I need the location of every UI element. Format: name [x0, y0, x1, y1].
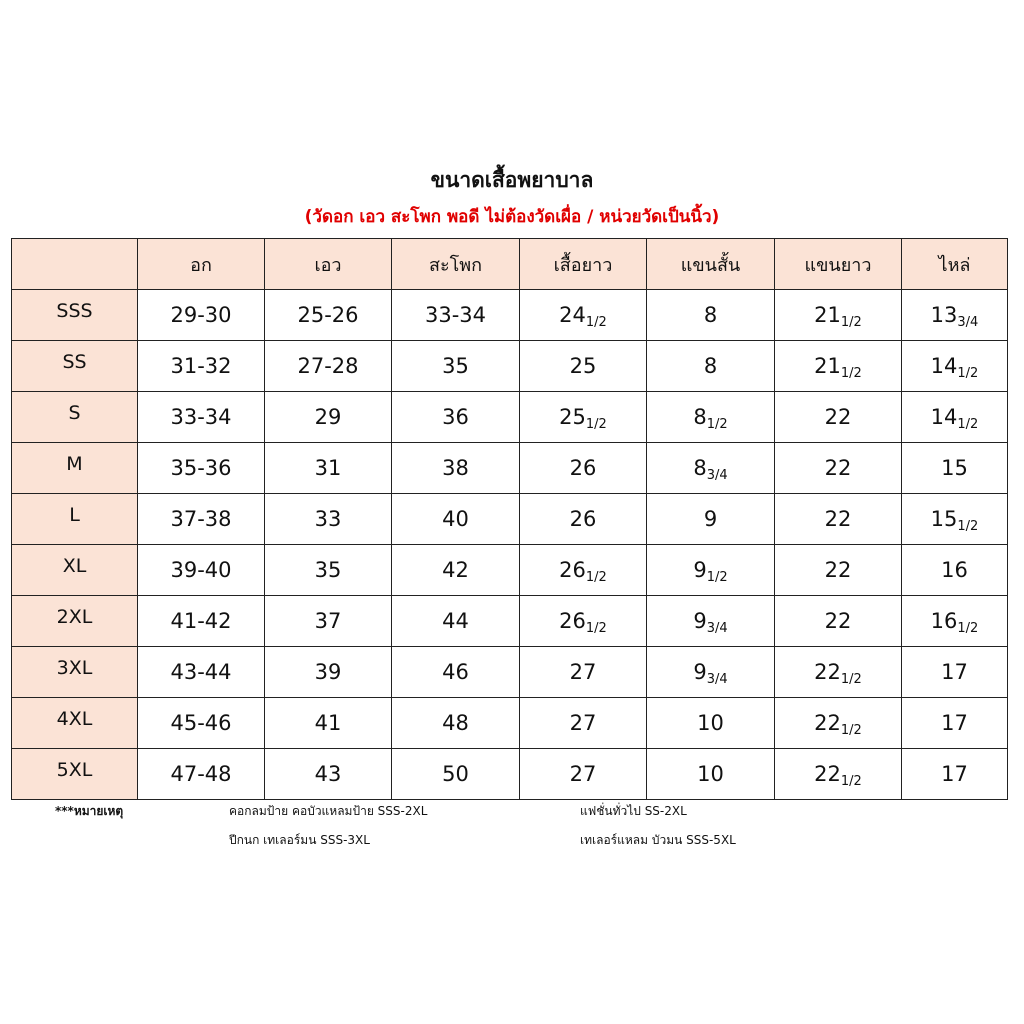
- table-cell: [520, 290, 647, 341]
- table-cell: [520, 698, 647, 749]
- table-cell: [265, 545, 392, 596]
- cell-fraction: 1/2: [706, 417, 728, 432]
- table-cell: [775, 698, 902, 749]
- size-label: XL: [12, 545, 138, 596]
- cell-fraction: 1/2: [840, 366, 862, 381]
- cell-value: 16: [930, 609, 958, 633]
- table-cell: [265, 647, 392, 698]
- cell-value: 15: [930, 507, 958, 531]
- cell-value: 45-46: [170, 711, 232, 735]
- cell-value: 43: [314, 762, 342, 786]
- table-cell: [392, 443, 520, 494]
- table-cell: [775, 341, 902, 392]
- table-cell: [647, 341, 775, 392]
- table-cell: [775, 596, 902, 647]
- table-cell: [138, 596, 265, 647]
- table-cell: [265, 443, 392, 494]
- cell-value: 25: [569, 354, 597, 378]
- cell-fraction: 1/2: [706, 570, 728, 585]
- cell-value: 8: [693, 456, 707, 480]
- cell-value: 42: [442, 558, 469, 582]
- notes-label: ***หมายเหตุ: [55, 804, 124, 818]
- cell-value: 22: [824, 558, 852, 582]
- header-chest: อก: [138, 239, 265, 290]
- cell-fraction: 1/2: [957, 621, 979, 636]
- table-cell: [265, 596, 392, 647]
- table-cell: [138, 392, 265, 443]
- cell-fraction: 1/2: [840, 723, 862, 738]
- table-cell: [392, 698, 520, 749]
- cell-value: 13: [930, 303, 958, 327]
- table-row: [12, 443, 1008, 494]
- cell-value: 35-36: [170, 456, 232, 480]
- cell-value: 36: [442, 405, 469, 429]
- cell-value: 8: [703, 354, 718, 378]
- table-cell: [392, 341, 520, 392]
- table-header-row: [12, 239, 1008, 290]
- cell-value: 37: [314, 609, 342, 633]
- cell-value: 29-30: [170, 303, 232, 327]
- table-cell: [138, 749, 265, 800]
- size-label: SSS: [12, 290, 138, 341]
- table-cell: [775, 494, 902, 545]
- cell-value: 43-44: [170, 660, 232, 684]
- cell-value: 8: [703, 303, 718, 327]
- header-corner: [12, 239, 138, 290]
- table-cell: [520, 443, 647, 494]
- size-label: L: [12, 494, 138, 545]
- cell-value: 26: [569, 507, 597, 531]
- table-cell: [392, 290, 520, 341]
- table-cell: [265, 290, 392, 341]
- page-title: ขนาดเสื้อพยาบาล: [430, 168, 594, 192]
- cell-value: 47-48: [170, 762, 232, 786]
- table-row: [12, 749, 1008, 800]
- cell-value: 37-38: [170, 507, 232, 531]
- cell-fraction: 3/4: [706, 468, 728, 483]
- cell-value: 39-40: [170, 558, 232, 582]
- cell-value: 27: [569, 660, 597, 684]
- table-cell: [902, 647, 1008, 698]
- cell-value: 33: [314, 507, 342, 531]
- cell-value: 9: [693, 558, 707, 582]
- note-item: ปีกนก เทเลอร์มน SSS-3XL: [229, 833, 370, 847]
- table-cell: [775, 647, 902, 698]
- cell-fraction: 1/2: [957, 366, 979, 381]
- table-cell: [392, 647, 520, 698]
- cell-value: 22: [824, 456, 852, 480]
- cell-value: 9: [703, 507, 718, 531]
- table-cell: [775, 545, 902, 596]
- cell-value: 17: [941, 711, 968, 735]
- header-long-sleeve: แขนยาว: [775, 239, 902, 290]
- cell-value: 27-28: [297, 354, 359, 378]
- notes-section: [0, 800, 1024, 860]
- size-label: M: [12, 443, 138, 494]
- cell-value: 41-42: [170, 609, 232, 633]
- table-cell: [392, 545, 520, 596]
- cell-value: 9: [693, 609, 707, 633]
- page-subtitle: (วัดอก เอว สะโพก พอดี ไม่ต้องวัดเผื่อ / หน่วยวัดเป็นนิ้ว): [304, 207, 720, 227]
- cell-value: 35: [442, 354, 469, 378]
- cell-value: 31-32: [170, 354, 232, 378]
- table-row: [12, 698, 1008, 749]
- table-cell: [902, 290, 1008, 341]
- cell-value: 27: [569, 762, 597, 786]
- cell-value: 10: [697, 711, 724, 735]
- cell-value: 25-26: [297, 303, 359, 327]
- table-cell: [265, 698, 392, 749]
- table-cell: [647, 290, 775, 341]
- table-cell: [392, 392, 520, 443]
- cell-value: 50: [442, 762, 469, 786]
- table-cell: [138, 494, 265, 545]
- cell-value: 27: [569, 711, 597, 735]
- header-short-sleeve: แขนสั้น: [647, 239, 775, 290]
- table-cell: [265, 749, 392, 800]
- header-waist: เอว: [265, 239, 392, 290]
- table-cell: [520, 392, 647, 443]
- cell-value: 48: [442, 711, 469, 735]
- cell-value: 22: [824, 609, 852, 633]
- table-cell: [520, 749, 647, 800]
- table-row: [12, 341, 1008, 392]
- cell-value: 35: [314, 558, 342, 582]
- cell-fraction: 3/4: [706, 621, 728, 636]
- table-cell: [138, 698, 265, 749]
- table-cell: [138, 545, 265, 596]
- table-cell: [902, 443, 1008, 494]
- cell-value: 17: [941, 762, 968, 786]
- table-cell: [647, 494, 775, 545]
- table-cell: [520, 545, 647, 596]
- header-hip: สะโพก: [392, 239, 520, 290]
- table-cell: [520, 341, 647, 392]
- table-cell: [902, 494, 1008, 545]
- cell-value: 17: [941, 660, 968, 684]
- size-label: 5XL: [12, 749, 138, 800]
- cell-value: 40: [442, 507, 469, 531]
- table-cell: [265, 341, 392, 392]
- table-cell: [775, 443, 902, 494]
- size-label: 2XL: [12, 596, 138, 647]
- cell-fraction: 1/2: [840, 672, 862, 687]
- table-cell: [902, 749, 1008, 800]
- table-cell: [647, 596, 775, 647]
- table-cell: [902, 596, 1008, 647]
- table-row: [12, 545, 1008, 596]
- cell-value: 41: [314, 711, 342, 735]
- cell-value: 8: [693, 405, 707, 429]
- cell-value: 39: [314, 660, 342, 684]
- cell-value: 22: [814, 762, 841, 786]
- table-cell: [902, 698, 1008, 749]
- table-cell: [647, 545, 775, 596]
- cell-fraction: 1/2: [957, 519, 979, 534]
- table-cell: [138, 647, 265, 698]
- header-shirt-length: เสื้อยาว: [520, 239, 647, 290]
- cell-value: 16: [941, 558, 968, 582]
- cell-value: 26: [559, 609, 586, 633]
- cell-fraction: 3/4: [706, 672, 728, 687]
- cell-value: 15: [941, 456, 968, 480]
- cell-value: 44: [442, 609, 469, 633]
- size-label: 4XL: [12, 698, 138, 749]
- cell-fraction: 3/4: [957, 315, 979, 330]
- cell-value: 9: [693, 660, 707, 684]
- cell-fraction: 1/2: [585, 570, 607, 585]
- cell-value: 10: [697, 762, 724, 786]
- table-cell: [138, 341, 265, 392]
- note-item: แฟชั่นทั่วไป SS-2XL: [580, 804, 687, 818]
- table-cell: [647, 443, 775, 494]
- cell-value: 25: [559, 405, 586, 429]
- table-cell: [647, 749, 775, 800]
- cell-value: 24: [559, 303, 586, 327]
- table-cell: [265, 392, 392, 443]
- table-cell: [775, 392, 902, 443]
- cell-value: 26: [559, 558, 586, 582]
- cell-value: 22: [814, 660, 841, 684]
- cell-value: 22: [824, 405, 852, 429]
- table-cell: [392, 749, 520, 800]
- table-row: [12, 290, 1008, 341]
- table-cell: [392, 494, 520, 545]
- table-cell: [520, 494, 647, 545]
- cell-value: 31: [314, 456, 342, 480]
- size-label: S: [12, 392, 138, 443]
- table-cell: [775, 749, 902, 800]
- size-label: 3XL: [12, 647, 138, 698]
- table-cell: [138, 443, 265, 494]
- cell-value: 21: [814, 303, 841, 327]
- table-row: [12, 596, 1008, 647]
- cell-fraction: 1/2: [840, 315, 862, 330]
- table-cell: [392, 596, 520, 647]
- header-shoulder: ไหล่: [902, 239, 1008, 290]
- cell-value: 38: [442, 456, 469, 480]
- table-cell: [265, 494, 392, 545]
- size-label: SS: [12, 341, 138, 392]
- cell-fraction: 1/2: [585, 621, 607, 636]
- table-cell: [520, 647, 647, 698]
- table-row: [12, 392, 1008, 443]
- cell-fraction: 1/2: [585, 417, 607, 432]
- cell-value: 26: [569, 456, 597, 480]
- table-cell: [775, 290, 902, 341]
- cell-value: 33-34: [170, 405, 232, 429]
- table-cell: [138, 290, 265, 341]
- cell-value: 22: [814, 711, 841, 735]
- cell-value: 22: [824, 507, 852, 531]
- table-cell: [647, 647, 775, 698]
- cell-fraction: 1/2: [585, 315, 607, 330]
- cell-value: 29: [314, 405, 342, 429]
- cell-value: 21: [814, 354, 841, 378]
- table-cell: [520, 596, 647, 647]
- table-cell: [902, 545, 1008, 596]
- size-chart-table: [11, 238, 1008, 800]
- cell-value: 14: [930, 405, 958, 429]
- table-cell: [902, 392, 1008, 443]
- cell-value: 46: [442, 660, 469, 684]
- cell-value: 33-34: [424, 303, 487, 327]
- table-cell: [902, 341, 1008, 392]
- note-item: เทเลอร์แหลม บัวมน SSS-5XL: [580, 833, 736, 847]
- cell-fraction: 1/2: [957, 417, 979, 432]
- note-item: คอกลมป้าย คอบัวแหลมป้าย SSS-2XL: [229, 804, 428, 818]
- table-row: [12, 494, 1008, 545]
- cell-value: 14: [930, 354, 958, 378]
- table-cell: [647, 698, 775, 749]
- cell-fraction: 1/2: [840, 774, 862, 789]
- table-cell: [647, 392, 775, 443]
- table-row: [12, 647, 1008, 698]
